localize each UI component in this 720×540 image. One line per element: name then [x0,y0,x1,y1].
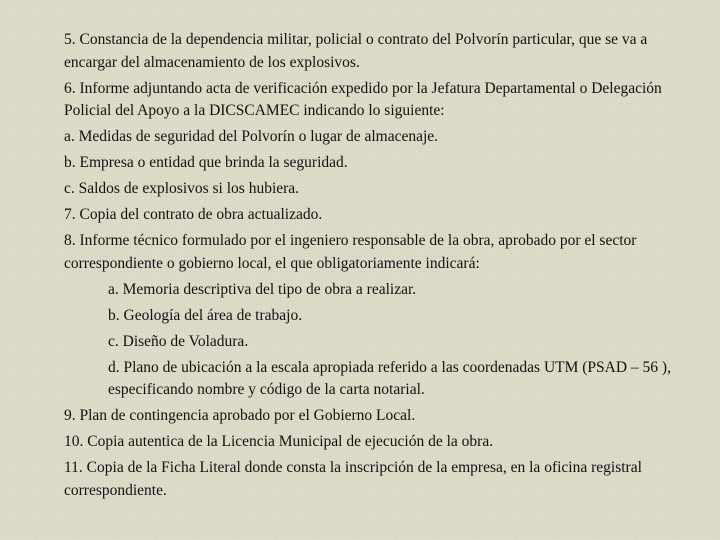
list-item-5: 5. Constancia de la dependencia militar, policial o contrato del Polvorín particular, que se va a encargar del almacenamiento de los explosivos. [64,31,648,71]
list-item-8: 8. Informe técnico formulado por el ingeniero responsable de la obra, aprobado por el sector correspondiente o gobierno local, el que obligatoriamente indicará: [64,232,637,272]
list-item-6c: c. Saldos de explosivos si los hubiera. [64,180,300,198]
list-item-9: 9. Plan de contingencia aprobado por el Gobierno Local. [64,407,416,425]
list-item-11: 11. Copia de la Ficha Literal donde consta la inscripción de la empresa, en la oficina registral correspondiente. [64,459,642,499]
list-item-10: 10. Copia autentica de la Licencia Municipal de ejecución de la obra. [64,433,494,451]
list-item-8d: d. Plano de ubicación a la escala apropiada referido a las coordenadas UTM (PSAD – 56 ), especificando nombre y código de la carta notarial. [108,358,671,399]
list-item-8c: c. Diseño de Voladura. [108,332,249,350]
list-item-6a: a. Medidas de seguridad del Polvorín o lugar de almacenaje. [64,128,439,146]
list-item-8a: a. Memoria descriptiva del tipo de obra a realizar. [108,280,417,298]
list-item-6: 6. Informe adjuntando acta de verificación expedido por la Jefatura Departamental o Delegación Policial del Apoyo a la DICSCAMEC indicando lo siguiente: [64,79,662,120]
list-item-7: 7. Copia del contrato de obra actualizado. [64,206,323,224]
list-item-8b: b. Geología del área de trabajo. [108,306,303,324]
list-item-6b: b. Empresa o entidad que brinda la seguridad. [64,154,348,172]
